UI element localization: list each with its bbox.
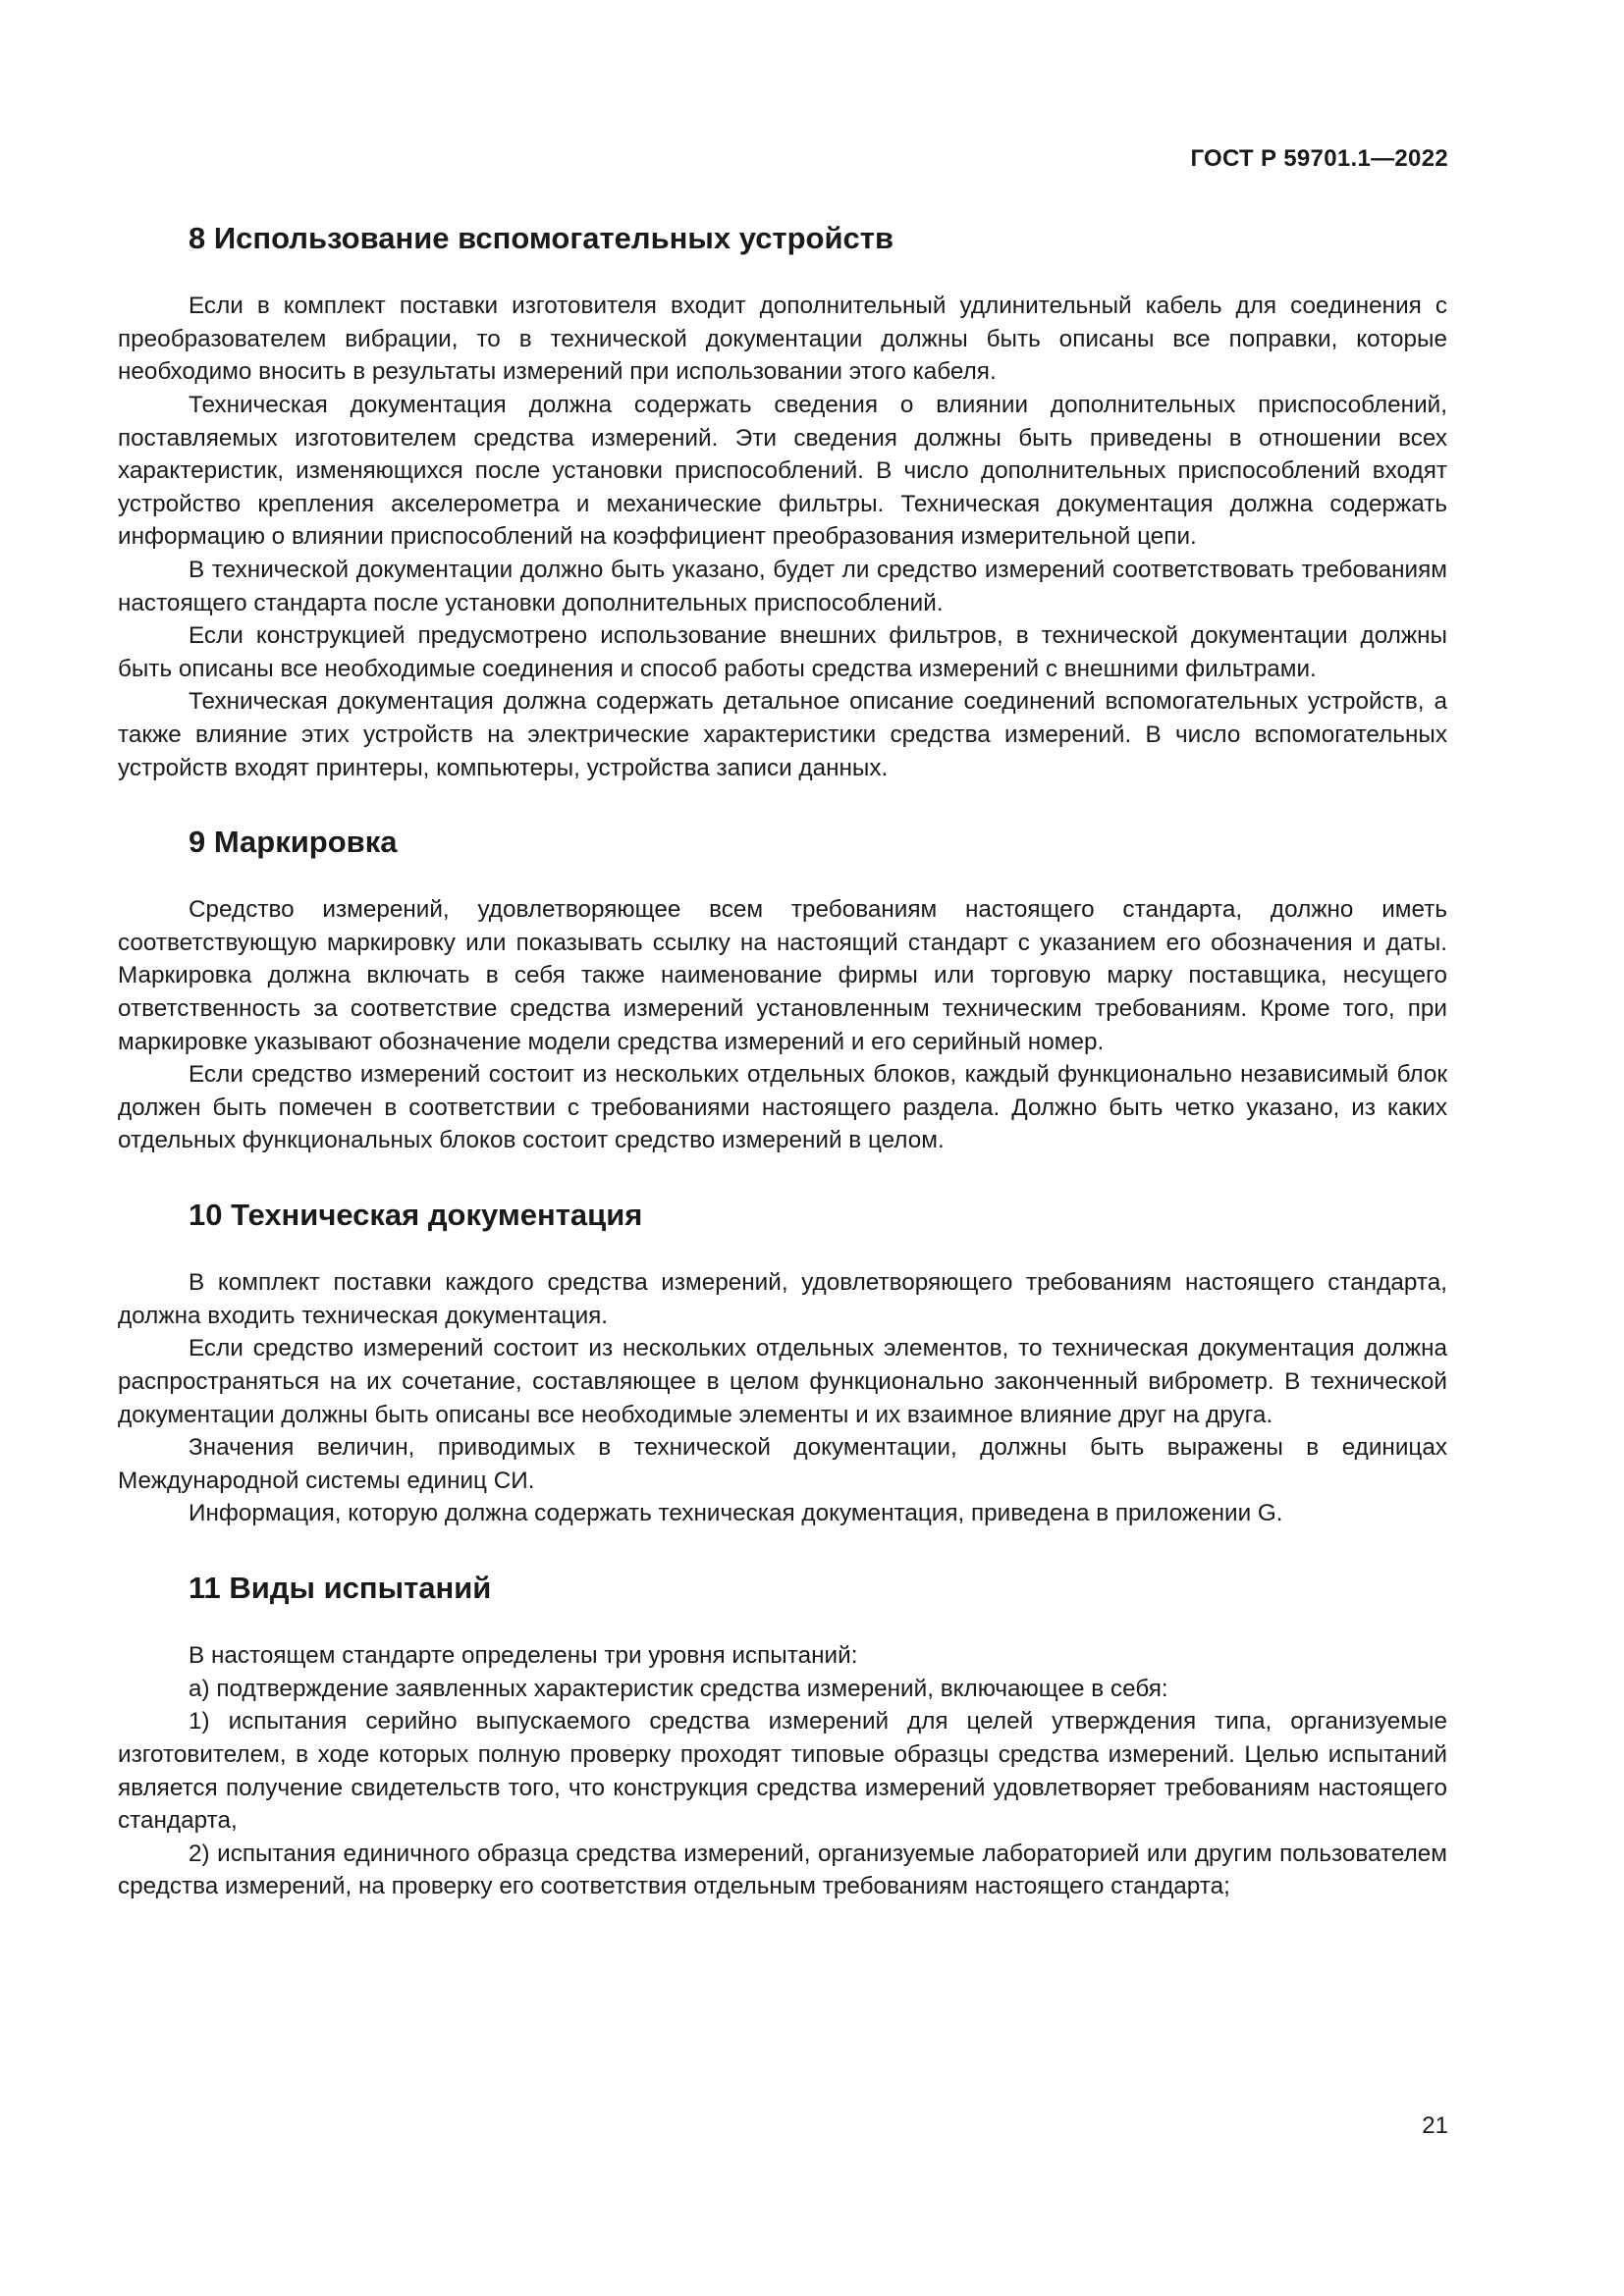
paragraph: Средство измерений, удовлетворяющее всем требованиям настоящего стандарта, должно иметь соответствующую маркировку или показывать ссылку на настоящий стандарт с указанием его обозначения и даты. Маркировка должна включать в себя также наименование фирмы или торговую марку поставщика, несущего ответственность за соответствие средства измерений установленным техническим требованиям. Кроме того, при маркировке указывают обозначение модели средства измерений и его серийный номер. <box>118 896 1447 1055</box>
section-8 <box>118 220 1447 784</box>
paragraph: Значения величин, приводимых в технической документации, должны быть выражены в единицах Международной системы единиц СИ. <box>118 1434 1447 1494</box>
document-body <box>118 220 1447 1943</box>
standard-designation: ГОСТ Р 59701.1—2022 <box>1190 145 1448 172</box>
paragraph: 2) испытания единичного образца средства измерений, организуемые лабораторией или другим пользователем средства измерений, на проверку его соответствия отдельным требованиям настоящего стандарта; <box>118 1840 1447 1900</box>
paragraph: Техническая документация должна содержать сведения о влиянии дополнительных приспособлений, поставляемых изготовителем средства измерений. Эти сведения должны быть приведены в отношении всех характеристик, изменяющихся после установки приспособлений. В число дополнительных приспособлений входят устройство крепления акселерометра и механические фильтры. Техническая документация должна содержать информацию о влиянии приспособлений на коэффициент преобразования измерительной цепи. <box>118 391 1447 551</box>
section-9 <box>118 824 1447 1157</box>
section-10 <box>118 1197 1447 1530</box>
paragraph: В комплект поставки каждого средства измерений, удовлетворяющего требованиям настоящего стандарта, должна входить техническая документация. <box>118 1269 1447 1329</box>
paragraph: 1) испытания серийно выпускаемого средства измерений для целей утверждения типа, организуемые изготовителем, в ходе которых полную проверку проходят типовые образцы средства измерений. Целью испытаний является получение свидетельств того, что конструкция средства измерений удовлетворяет требованиям настоящего стандарта, <box>118 1708 1447 1835</box>
section-heading: 11 Виды испытаний <box>189 1570 492 1605</box>
section-heading: 9 Маркировка <box>189 825 398 860</box>
paragraph: а) подтверждение заявленных характеристик средства измерений, включающее в себя: <box>189 1675 1168 1702</box>
section-heading: 8 Использование вспомогательных устройств <box>189 221 894 255</box>
paragraph: Если конструкцией предусмотрено использование внешних фильтров, в технической документации должны быть описаны все необходимые соединения и способ работы средства измерений с внешними фильтрами. <box>118 622 1447 682</box>
paragraph: Информация, которую должна содержать техническая документация, приведена в приложении G. <box>189 1500 1283 1527</box>
paragraph: В настоящем стандарте определены три уровня испытаний: <box>189 1642 858 1670</box>
page-number: 21 <box>1422 2112 1448 2139</box>
paragraph: Если средство измерений состоит из нескольких отдельных элементов, то техническая документация должна распространяться на их сочетание, составляющее в целом функционально законченный виброметр. В технической документации должны быть описаны все необходимые элементы и их взаимное влияние друг на друга. <box>118 1335 1447 1428</box>
section-heading: 10 Техническая документация <box>189 1198 643 1233</box>
paragraph: Если средство измерений состоит из нескольких отдельных блоков, каждый функционально независимый блок должен быть помечен в соответствии с требованиями настоящего раздела. Должно быть четко указано, из каких отдельных функциональных блоков состоит средство измерений в целом. <box>118 1061 1447 1154</box>
paragraph: Техническая документация должна содержать детальное описание соединений вспомогательных устройств, а также влияние этих устройств на электрические характеристики средства измерений. В число вспомогательных устройств входят принтеры, компьютеры, устройства записи данных. <box>118 688 1447 781</box>
section-11 <box>118 1570 1447 1903</box>
paragraph: Если в комплект поставки изготовителя входит дополнительный удлинительный кабель для соединения с преобразователем вибрации, то в технической документации должны быть описаны все поправки, которые необходимо вносить в результаты измерений при использовании этого кабеля. <box>118 293 1447 386</box>
paragraph: В технической документации должно быть указано, будет ли средство измерений соответствовать требованиям настоящего стандарта после установки дополнительных приспособлений. <box>118 556 1447 616</box>
